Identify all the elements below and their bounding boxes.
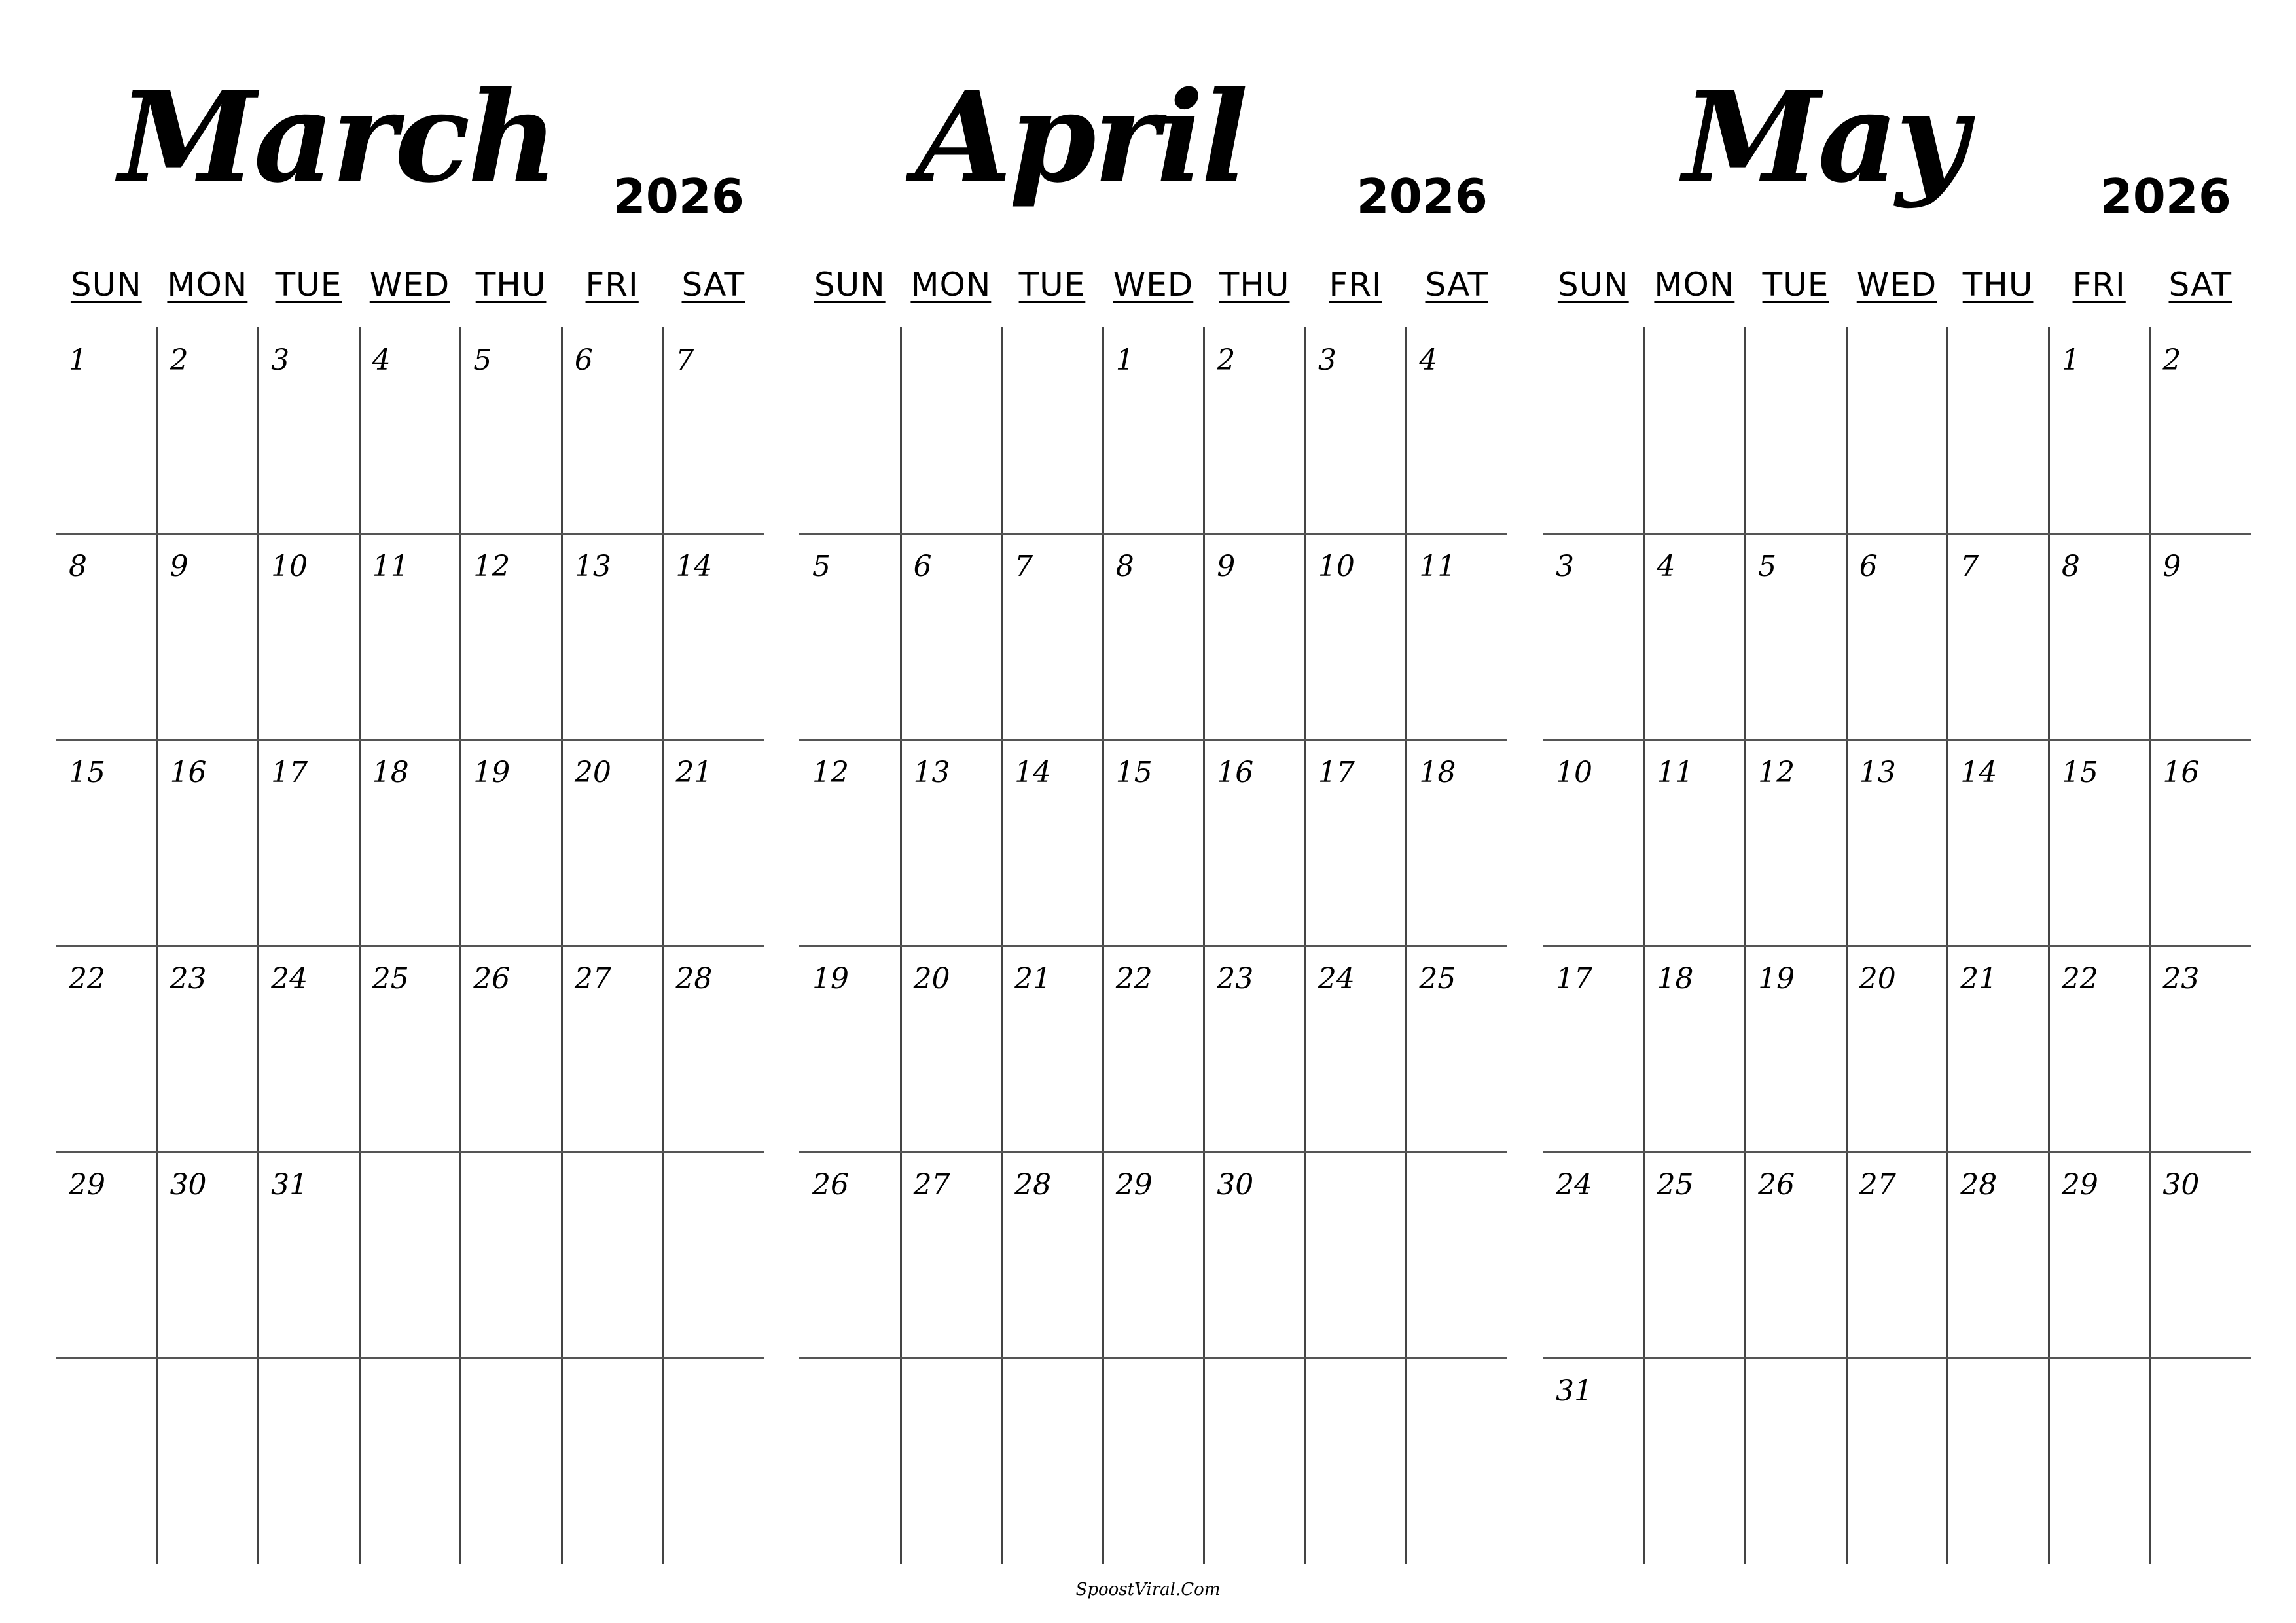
grid-row-divider bbox=[56, 1357, 764, 1359]
day-cell bbox=[1204, 327, 1305, 533]
day-cell bbox=[2149, 327, 2251, 533]
day-cell bbox=[258, 946, 359, 1152]
day-grid bbox=[56, 327, 764, 1564]
day-number: 1 bbox=[69, 344, 87, 377]
weekday-label: SUN bbox=[1557, 266, 1629, 304]
day-cell bbox=[1644, 1358, 1746, 1564]
weekday-header-row bbox=[56, 262, 764, 314]
day-number: 5 bbox=[1758, 550, 1777, 583]
grid-row-divider bbox=[56, 1151, 764, 1153]
weekday-label: MON bbox=[1654, 266, 1735, 304]
day-cell bbox=[562, 327, 663, 533]
day-number: 8 bbox=[69, 550, 87, 583]
day-cell bbox=[901, 327, 1002, 533]
day-cell bbox=[157, 1152, 259, 1358]
day-number: 25 bbox=[1657, 1168, 1694, 1202]
day-cell bbox=[1204, 946, 1305, 1152]
day-number: 22 bbox=[2061, 962, 2098, 995]
day-cell bbox=[562, 533, 663, 740]
day-cell bbox=[1745, 1358, 1846, 1564]
day-cell bbox=[359, 533, 461, 740]
day-cell bbox=[1001, 533, 1103, 740]
day-number: 29 bbox=[69, 1168, 105, 1202]
day-number: 27 bbox=[913, 1168, 950, 1202]
day-cell bbox=[460, 1358, 562, 1564]
weekday-label: WED bbox=[1113, 266, 1194, 304]
day-number: 10 bbox=[271, 550, 308, 583]
day-number: 9 bbox=[2162, 550, 2181, 583]
day-cell bbox=[1204, 740, 1305, 946]
day-cell bbox=[460, 740, 562, 946]
day-number: 20 bbox=[574, 756, 611, 789]
weekday-label: SAT bbox=[681, 266, 745, 304]
day-number: 2 bbox=[2162, 344, 2181, 377]
day-cell bbox=[1644, 946, 1746, 1152]
day-number: 21 bbox=[1014, 962, 1052, 995]
day-cell bbox=[2049, 1358, 2150, 1564]
weekday-label: FRI bbox=[2072, 266, 2126, 304]
day-cell bbox=[258, 1152, 359, 1358]
day-cell bbox=[1644, 740, 1746, 946]
day-cell bbox=[1644, 327, 1746, 533]
day-number: 26 bbox=[812, 1168, 849, 1202]
month-title: March bbox=[118, 64, 556, 210]
day-number: 24 bbox=[271, 962, 308, 995]
day-cell bbox=[1846, 1358, 1948, 1564]
day-number: 25 bbox=[1419, 962, 1456, 995]
grid-row-divider bbox=[1543, 739, 2251, 741]
day-number: 8 bbox=[2061, 550, 2080, 583]
day-number: 12 bbox=[473, 550, 511, 583]
day-number: 21 bbox=[1960, 962, 1998, 995]
day-cell bbox=[1406, 740, 1507, 946]
day-number: 29 bbox=[2061, 1168, 2098, 1202]
day-number: 21 bbox=[675, 756, 713, 789]
day-number: 20 bbox=[913, 962, 950, 995]
day-grid bbox=[799, 327, 1507, 1564]
day-number: 1 bbox=[1115, 344, 1134, 377]
day-cell bbox=[2149, 1152, 2251, 1358]
day-number: 14 bbox=[1960, 756, 1998, 789]
day-cell bbox=[1846, 1152, 1948, 1358]
day-number: 28 bbox=[1960, 1168, 1998, 1202]
day-number: 8 bbox=[1115, 550, 1134, 583]
day-cell bbox=[2149, 946, 2251, 1152]
weekday-label: TUE bbox=[275, 266, 342, 304]
day-number: 18 bbox=[1657, 962, 1694, 995]
day-cell bbox=[1001, 327, 1103, 533]
weekday-label: TUE bbox=[1018, 266, 1086, 304]
day-number: 17 bbox=[271, 756, 308, 789]
day-number: 10 bbox=[1556, 756, 1592, 789]
day-cell bbox=[1745, 946, 1846, 1152]
weekday-label: SUN bbox=[814, 266, 886, 304]
day-number: 14 bbox=[675, 550, 713, 583]
day-cell bbox=[1846, 946, 1948, 1152]
day-cell bbox=[2149, 1358, 2251, 1564]
day-cell bbox=[2149, 533, 2251, 740]
day-cell bbox=[662, 946, 764, 1152]
day-cell bbox=[157, 533, 259, 740]
day-number: 19 bbox=[473, 756, 511, 789]
day-number: 23 bbox=[170, 962, 207, 995]
weekday-header-row bbox=[1543, 262, 2251, 314]
day-number: 28 bbox=[675, 962, 713, 995]
grid-row-divider bbox=[799, 1357, 1507, 1359]
day-number: 26 bbox=[1758, 1168, 1795, 1202]
day-number: 19 bbox=[1758, 962, 1795, 995]
day-cell bbox=[56, 946, 157, 1152]
day-number: 27 bbox=[1859, 1168, 1896, 1202]
day-cell bbox=[2049, 327, 2150, 533]
weekday-label: THU bbox=[1219, 266, 1290, 304]
day-cell bbox=[662, 1152, 764, 1358]
day-cell bbox=[562, 740, 663, 946]
day-number: 10 bbox=[1318, 550, 1355, 583]
day-cell bbox=[1103, 1152, 1204, 1358]
day-cell bbox=[1947, 1152, 2049, 1358]
day-number: 6 bbox=[574, 344, 593, 377]
day-cell bbox=[1001, 1152, 1103, 1358]
day-number: 17 bbox=[1318, 756, 1355, 789]
grid-row-divider bbox=[56, 945, 764, 947]
day-cell bbox=[56, 1358, 157, 1564]
day-cell bbox=[1204, 1358, 1305, 1564]
day-cell bbox=[1406, 327, 1507, 533]
month-title: May bbox=[1683, 64, 1965, 210]
day-number: 4 bbox=[1657, 550, 1676, 583]
day-number: 7 bbox=[1960, 550, 1979, 583]
day-cell bbox=[157, 946, 259, 1152]
day-cell bbox=[1305, 1152, 1407, 1358]
day-cell bbox=[1947, 740, 2049, 946]
day-cell bbox=[662, 327, 764, 533]
day-cell bbox=[1305, 327, 1407, 533]
day-cell bbox=[359, 946, 461, 1152]
day-number: 31 bbox=[1556, 1374, 1592, 1408]
day-number: 11 bbox=[372, 550, 409, 583]
day-cell bbox=[460, 946, 562, 1152]
day-cell bbox=[359, 1358, 461, 1564]
weekday-label: WED bbox=[1856, 266, 1937, 304]
day-cell bbox=[1103, 740, 1204, 946]
day-number: 13 bbox=[574, 550, 611, 583]
day-cell bbox=[359, 740, 461, 946]
weekday-label: MON bbox=[167, 266, 248, 304]
day-number: 14 bbox=[1014, 756, 1052, 789]
day-number: 2 bbox=[170, 344, 188, 377]
day-cell bbox=[258, 1358, 359, 1564]
day-cell bbox=[1406, 946, 1507, 1152]
day-number: 5 bbox=[812, 550, 831, 583]
day-cell bbox=[460, 533, 562, 740]
day-cell bbox=[56, 327, 157, 533]
day-cell bbox=[1846, 740, 1948, 946]
day-cell bbox=[258, 740, 359, 946]
day-cell bbox=[1305, 533, 1407, 740]
day-cell bbox=[1543, 740, 1644, 946]
month-year: 2026 bbox=[2100, 169, 2231, 224]
day-cell bbox=[1103, 533, 1204, 740]
day-number: 18 bbox=[1419, 756, 1456, 789]
month-april bbox=[799, 0, 1507, 1571]
day-cell bbox=[258, 533, 359, 740]
grid-row-divider bbox=[1543, 1151, 2251, 1153]
day-number: 28 bbox=[1014, 1168, 1052, 1202]
day-number: 16 bbox=[1217, 756, 1254, 789]
day-number: 30 bbox=[2162, 1168, 2200, 1202]
day-cell bbox=[1543, 946, 1644, 1152]
grid-row-divider bbox=[56, 533, 764, 535]
day-cell bbox=[799, 533, 901, 740]
day-cell bbox=[1305, 946, 1407, 1152]
day-cell bbox=[901, 533, 1002, 740]
weekday-label: FRI bbox=[1329, 266, 1382, 304]
day-cell bbox=[901, 1152, 1002, 1358]
weekday-label: THU bbox=[475, 266, 547, 304]
day-number: 3 bbox=[271, 344, 290, 377]
day-cell bbox=[1947, 1358, 2049, 1564]
day-cell bbox=[1406, 533, 1507, 740]
day-number: 4 bbox=[372, 344, 391, 377]
day-number: 12 bbox=[1758, 756, 1795, 789]
grid-row-divider bbox=[1543, 945, 2251, 947]
day-cell bbox=[1001, 740, 1103, 946]
day-cell bbox=[157, 327, 259, 533]
day-cell bbox=[2049, 740, 2150, 946]
day-cell bbox=[562, 946, 663, 1152]
weekday-label: WED bbox=[369, 266, 450, 304]
day-number: 7 bbox=[675, 344, 694, 377]
day-number: 12 bbox=[812, 756, 849, 789]
day-number: 18 bbox=[372, 756, 409, 789]
day-cell bbox=[901, 946, 1002, 1152]
month-year: 2026 bbox=[613, 169, 744, 224]
day-cell bbox=[56, 740, 157, 946]
day-number: 1 bbox=[2061, 344, 2080, 377]
day-cell bbox=[901, 1358, 1002, 1564]
day-number: 15 bbox=[2061, 756, 2098, 789]
day-number: 15 bbox=[1115, 756, 1153, 789]
month-year: 2026 bbox=[1356, 169, 1488, 224]
day-number: 23 bbox=[2162, 962, 2200, 995]
day-number: 22 bbox=[1115, 962, 1153, 995]
day-cell bbox=[562, 1358, 663, 1564]
month-may bbox=[1543, 0, 2251, 1571]
day-cell bbox=[1846, 327, 1948, 533]
day-number: 30 bbox=[1217, 1168, 1254, 1202]
day-cell bbox=[1947, 327, 2049, 533]
day-number: 20 bbox=[1859, 962, 1896, 995]
day-cell bbox=[157, 1358, 259, 1564]
day-cell bbox=[1001, 946, 1103, 1152]
day-cell bbox=[56, 1152, 157, 1358]
day-cell bbox=[799, 1358, 901, 1564]
weekday-label: MON bbox=[910, 266, 992, 304]
grid-row-divider bbox=[1543, 1357, 2251, 1359]
day-number: 9 bbox=[1217, 550, 1236, 583]
day-number: 24 bbox=[1318, 962, 1355, 995]
day-number: 5 bbox=[473, 344, 492, 377]
day-number: 6 bbox=[1859, 550, 1878, 583]
day-cell bbox=[1103, 1358, 1204, 1564]
day-cell bbox=[799, 1152, 901, 1358]
day-cell bbox=[2049, 946, 2150, 1152]
day-number: 9 bbox=[170, 550, 188, 583]
day-number: 3 bbox=[1556, 550, 1574, 583]
day-cell bbox=[799, 946, 901, 1152]
day-cell bbox=[1644, 1152, 1746, 1358]
weekday-label: SAT bbox=[2168, 266, 2233, 304]
weekday-label: TUE bbox=[1762, 266, 1829, 304]
day-cell bbox=[2049, 533, 2150, 740]
day-cell bbox=[1947, 946, 2049, 1152]
day-number: 11 bbox=[1419, 550, 1456, 583]
day-cell bbox=[662, 1358, 764, 1564]
day-cell bbox=[1204, 1152, 1305, 1358]
day-number: 24 bbox=[1556, 1168, 1592, 1202]
day-cell bbox=[1745, 1152, 1846, 1358]
day-cell bbox=[1745, 533, 1846, 740]
day-cell bbox=[799, 740, 901, 946]
day-cell bbox=[1406, 1152, 1507, 1358]
day-number: 6 bbox=[913, 550, 932, 583]
day-cell bbox=[460, 327, 562, 533]
weekday-label: FRI bbox=[585, 266, 639, 304]
weekday-header-row bbox=[799, 262, 1507, 314]
month-march bbox=[56, 0, 764, 1571]
day-number: 7 bbox=[1014, 550, 1033, 583]
day-number: 27 bbox=[574, 962, 611, 995]
day-number: 16 bbox=[2162, 756, 2200, 789]
day-cell bbox=[562, 1152, 663, 1358]
day-cell bbox=[1543, 1152, 1644, 1358]
grid-row-divider bbox=[799, 1151, 1507, 1153]
day-number: 23 bbox=[1217, 962, 1254, 995]
day-cell bbox=[1204, 533, 1305, 740]
day-cell bbox=[56, 533, 157, 740]
footer-credit: SpoostViral.Com bbox=[1075, 1580, 1221, 1599]
day-cell bbox=[1103, 327, 1204, 533]
day-cell bbox=[1745, 327, 1846, 533]
day-cell bbox=[460, 1152, 562, 1358]
day-number: 30 bbox=[170, 1168, 207, 1202]
day-number: 31 bbox=[271, 1168, 308, 1202]
weekday-label: SAT bbox=[1425, 266, 1489, 304]
day-cell bbox=[1846, 533, 1948, 740]
grid-row-divider bbox=[1543, 533, 2251, 535]
day-cell bbox=[2149, 740, 2251, 946]
day-cell bbox=[1543, 1358, 1644, 1564]
day-cell bbox=[2049, 1152, 2150, 1358]
day-number: 25 bbox=[372, 962, 409, 995]
day-number: 15 bbox=[69, 756, 105, 789]
day-number: 3 bbox=[1318, 344, 1336, 377]
day-number: 13 bbox=[1859, 756, 1896, 789]
day-cell bbox=[1543, 327, 1644, 533]
day-number: 29 bbox=[1115, 1168, 1153, 1202]
grid-row-divider bbox=[799, 945, 1507, 947]
grid-row-divider bbox=[56, 739, 764, 741]
day-cell bbox=[1406, 1358, 1507, 1564]
day-number: 2 bbox=[1217, 344, 1236, 377]
day-cell bbox=[1745, 740, 1846, 946]
day-number: 26 bbox=[473, 962, 511, 995]
day-cell bbox=[1103, 946, 1204, 1152]
weekday-label: THU bbox=[1962, 266, 2034, 304]
day-cell bbox=[359, 327, 461, 533]
day-cell bbox=[1001, 1358, 1103, 1564]
day-cell bbox=[901, 740, 1002, 946]
weekday-label: SUN bbox=[70, 266, 142, 304]
month-title: April bbox=[915, 64, 1246, 210]
day-number: 16 bbox=[170, 756, 207, 789]
grid-row-divider bbox=[799, 533, 1507, 535]
day-cell bbox=[1305, 740, 1407, 946]
day-cell bbox=[1644, 533, 1746, 740]
day-number: 22 bbox=[69, 962, 105, 995]
day-cell bbox=[1947, 533, 2049, 740]
day-cell bbox=[662, 533, 764, 740]
day-cell bbox=[157, 740, 259, 946]
grid-row-divider bbox=[799, 739, 1507, 741]
day-number: 19 bbox=[812, 962, 849, 995]
day-cell bbox=[1543, 533, 1644, 740]
day-grid bbox=[1543, 327, 2251, 1564]
day-number: 17 bbox=[1556, 962, 1592, 995]
day-cell bbox=[799, 327, 901, 533]
day-cell bbox=[1305, 1358, 1407, 1564]
day-number: 4 bbox=[1419, 344, 1438, 377]
day-cell bbox=[662, 740, 764, 946]
day-cell bbox=[359, 1152, 461, 1358]
day-cell bbox=[258, 327, 359, 533]
day-number: 11 bbox=[1657, 756, 1694, 789]
day-number: 13 bbox=[913, 756, 950, 789]
